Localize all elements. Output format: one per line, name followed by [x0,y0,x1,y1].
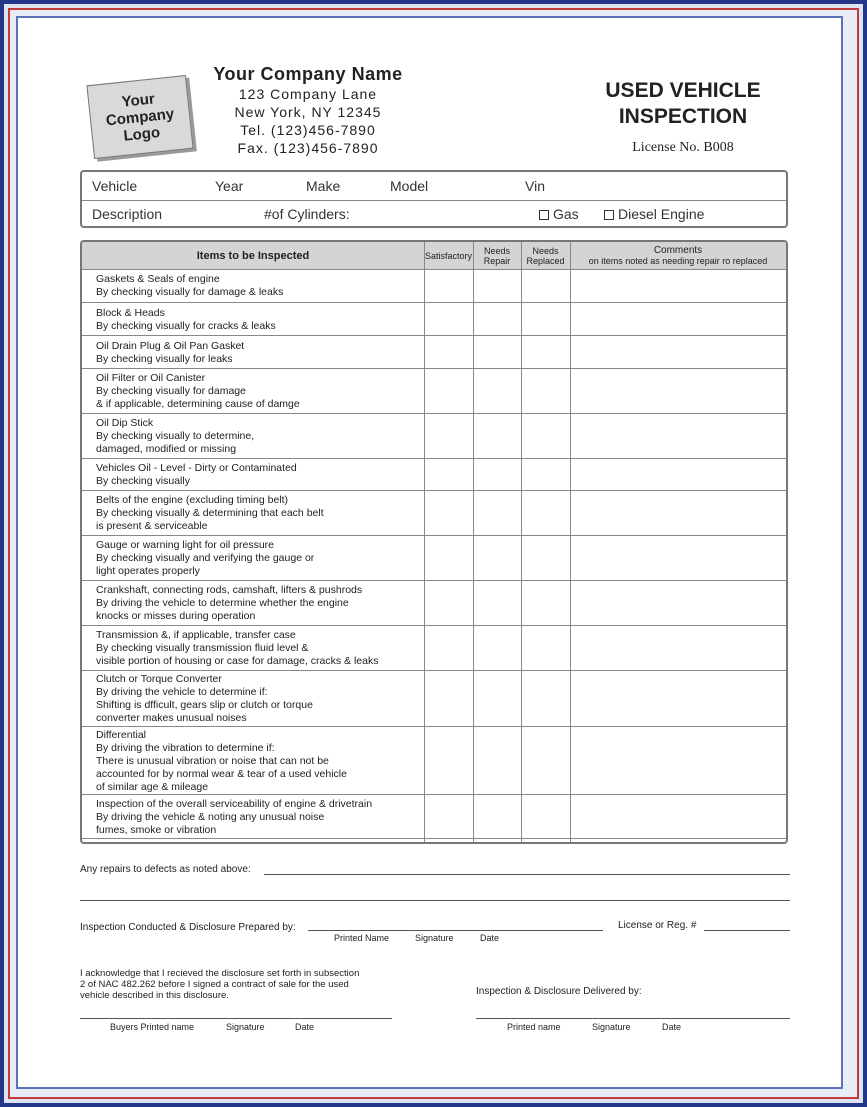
row-item-text: Inspection of the overall serviceability of engine & drivetrain By driving the vehicle & noting any unusual noise fumes, smoke or vibration [96,797,373,836]
header-items: Items to be Inspected [196,249,310,262]
conducted-line[interactable] [308,930,603,931]
col-divider [521,242,522,842]
needs-replaced-cell[interactable] [521,414,570,458]
gas-checkbox[interactable] [539,210,549,220]
vehicle-label[interactable]: Vehicle [92,178,138,194]
row-item-text: Crankshaft, connecting rods, camshaft, lifters & pushrods By driving the vehicle to determine whether the engine knocks or misses during operation [96,584,363,622]
delivered-printed-name-label: Printed name [507,1022,561,1032]
table-row [82,303,786,336]
comments-cell[interactable] [570,303,786,335]
needs-replaced-cell[interactable] [521,336,570,368]
needs-repair-cell[interactable] [473,795,521,838]
table-row [82,581,786,626]
comments-cell[interactable] [570,491,786,535]
row-item-text: Transmission &, if applicable, transfer case By checking visually transmission fluid level & visible portion of housing or case for damage, cracks & leaks [96,629,379,667]
needs-repair-cell[interactable] [473,336,521,368]
needs-replaced-cell[interactable] [521,626,570,670]
needs-repair-cell[interactable] [473,303,521,335]
description-row [82,200,786,228]
needs-repair-cell[interactable] [473,626,521,670]
row-item-text: Block & Heads By checking visually for cracks & leaks [96,306,276,332]
table-row [82,369,786,414]
comments-cell[interactable] [570,414,786,458]
row-item-text: Clutch or Torque Converter By driving the vehicle to determine if: Shifting is dfficult, gears slip or clutch or torque converter makes unusual noises [96,673,313,724]
satisfactory-cell[interactable] [424,269,473,302]
needs-replaced-cell[interactable] [521,369,570,413]
needs-replaced-cell[interactable] [521,795,570,838]
form-title-line2: INSPECTION [618,105,748,128]
satisfactory-cell[interactable] [424,795,473,838]
needs-repair-cell[interactable] [473,269,521,302]
row-item-text: Oil Drain Plug & Oil Pan Gasket By checking visually for leaks [96,339,245,365]
delivered-label: Inspection & Disclosure Delivered by: [476,986,642,997]
form-page [16,16,843,1089]
company-logo [86,75,193,159]
needs-replaced-cell[interactable] [521,727,570,794]
acknowledge-text: I acknowledge that I recieved the disclosure set forth in subsection 2 of NAC 482.262 before I signed a contract of sale for the used vehicle described in this disclosure. [80,968,360,1001]
signature-label: Signature [415,933,454,943]
header-comments-title: Comments [653,244,703,256]
row-item-text: Vehicles Oil - Level - Dirty or Contaminated By checking visually [96,462,297,487]
company-tel: Tel. (123)456-7890 [240,122,376,138]
repairs-line-2[interactable] [80,900,790,901]
header-comments [570,242,786,269]
satisfactory-cell[interactable] [424,491,473,535]
needs-repair-cell[interactable] [473,581,521,625]
company-info [208,64,408,157]
delivered-date-label: Date [662,1022,682,1032]
printed-name-label: Printed Name [334,933,390,943]
needs-replaced-cell[interactable] [521,303,570,335]
license-reg-line[interactable] [704,930,790,931]
repairs-line[interactable] [264,874,790,875]
date-label: Date [480,933,500,943]
description-label[interactable]: Description [92,206,163,222]
header-satisfactory: Satisfactory [424,250,473,261]
gas-option[interactable] [539,206,579,222]
form-title [578,78,788,130]
satisfactory-cell[interactable] [424,459,473,490]
comments-cell[interactable] [570,626,786,670]
satisfactory-cell[interactable] [424,626,473,670]
diesel-option[interactable] [604,206,704,222]
logo-text: Your Company Logo [105,89,175,145]
table-row [82,727,786,795]
vehicle-row [82,172,786,201]
buyer-date-label: Date [295,1022,315,1032]
needs-repair-cell[interactable] [473,671,521,726]
gas-label: Gas [553,206,579,222]
needs-replaced-cell[interactable] [521,491,570,535]
table-row [82,491,786,536]
satisfactory-cell[interactable] [424,671,473,726]
diesel-checkbox[interactable] [604,210,614,220]
table-row [82,795,786,839]
buyer-signature-line[interactable] [80,1018,392,1019]
comments-cell[interactable] [570,369,786,413]
model-label[interactable]: Model [390,178,429,194]
row-item-text: Gaskets & Seals of engine By checking visually for damage & leaks [96,273,284,298]
delivered-signature-line[interactable] [476,1018,790,1019]
needs-replaced-cell[interactable] [521,459,570,490]
row-item-text: Gauge or warning light for oil pressure By checking visually and verifying the gauge or light operates properly [96,539,315,577]
comments-cell[interactable] [570,581,786,625]
inspection-table [80,240,788,844]
form-title-line1: USED VEHICLE [605,79,761,102]
license-reg-label: License or Reg. # [618,920,697,931]
col-divider [473,242,474,842]
needs-repair-cell[interactable] [473,727,521,794]
table-row [82,671,786,727]
make-label[interactable]: Make [306,178,341,194]
satisfactory-cell[interactable] [424,336,473,368]
satisfactory-cell[interactable] [424,581,473,625]
needs-repair-cell[interactable] [473,459,521,490]
row-item-text: Belts of the engine (excluding timing belt) By checking visually & determining that each belt is present & serviceable [96,494,324,532]
col-divider [570,242,571,842]
comments-cell[interactable] [570,269,786,302]
table-row [82,336,786,369]
table-row [82,626,786,671]
comments-cell[interactable] [570,536,786,580]
table-row [82,269,786,303]
col-divider [424,242,425,842]
repairs-label: Any repairs to defects as noted above: [80,864,251,875]
satisfactory-cell[interactable] [424,414,473,458]
comments-cell[interactable] [570,671,786,726]
year-label[interactable]: Year [215,178,244,194]
cylinders-label[interactable]: #of Cylinders: [264,206,350,222]
needs-repair-cell[interactable] [473,491,521,535]
needs-repair-cell[interactable] [473,536,521,580]
comments-cell[interactable] [570,336,786,368]
table-row [82,459,786,491]
buyer-signature-label: Signature [226,1022,265,1032]
company-name: Your Company Name [213,64,403,84]
buyers-printed-name-label: Buyers Printed name [110,1022,195,1032]
satisfactory-cell[interactable] [424,727,473,794]
needs-replaced-cell[interactable] [521,671,570,726]
header-comments-sub: on items noted as needing repair ro replaced [588,255,768,266]
company-address2: New York, NY 12345 [234,104,382,120]
comments-cell[interactable] [570,727,786,794]
header-needs-replaced: Needs Replaced [526,245,565,266]
comments-cell[interactable] [570,459,786,490]
needs-repair-cell[interactable] [473,369,521,413]
company-address1: 123 Company Lane [238,86,378,102]
conducted-label: Inspection Conducted & Disclosure Prepared by: [80,922,296,933]
table-row [82,536,786,581]
satisfactory-cell[interactable] [424,303,473,335]
satisfactory-cell[interactable] [424,536,473,580]
diesel-label: Diesel Engine [618,206,705,222]
table-header [82,242,786,270]
vehicle-info-box [80,170,788,228]
license-number: License No. B008 [632,140,734,155]
needs-replaced-cell[interactable] [521,581,570,625]
company-fax: Fax. (123)456-7890 [237,140,379,156]
comments-cell[interactable] [570,795,786,838]
satisfactory-cell[interactable] [424,369,473,413]
needs-repair-cell[interactable] [473,414,521,458]
needs-replaced-cell[interactable] [521,536,570,580]
row-item-text: Oil Filter or Oil Canister By checking visually for damage & if applicable, determining cause of damge [96,372,300,410]
header-needs-repair: Needs Repair [483,245,511,266]
needs-replaced-cell[interactable] [521,269,570,302]
table-row [82,414,786,459]
row-item-text: Differential By driving the vibration to determine if: There is unusual vibration or noise that can not be accounted for by normal wear & tear of a used vehicle of similar age & mileage [96,729,347,793]
delivered-signature-label: Signature [592,1022,631,1032]
row-item-text: Oil Dip Stick By checking visually to determine, damaged, modified or missing [96,417,255,455]
vin-label[interactable]: Vin [525,178,545,194]
